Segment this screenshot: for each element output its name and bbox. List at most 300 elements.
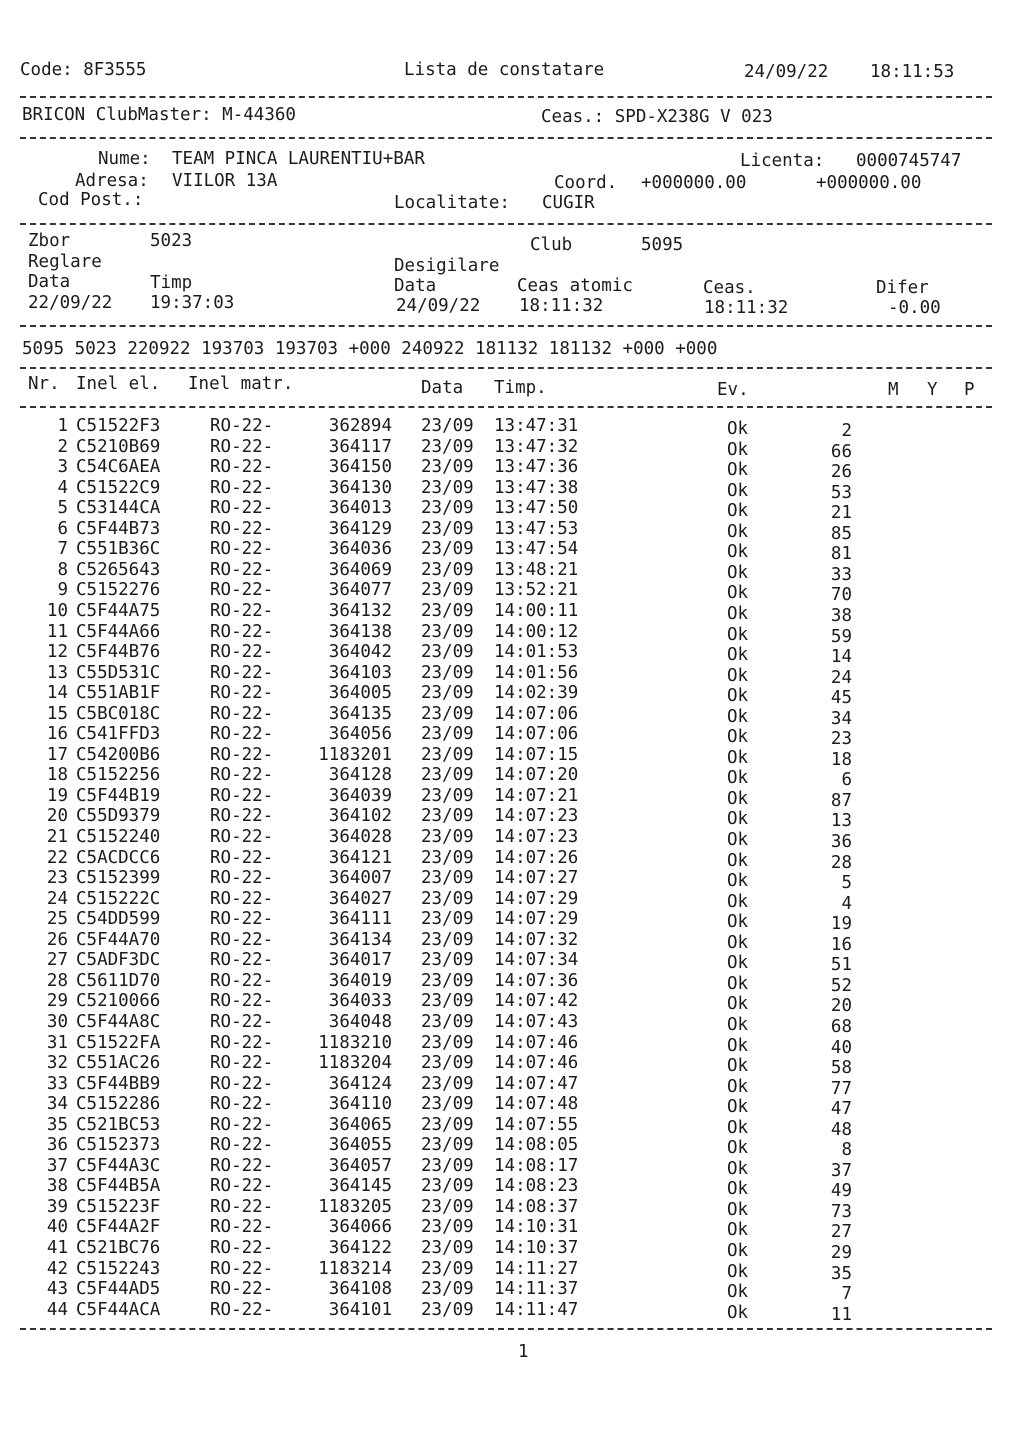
row-position: 19 — [830, 914, 852, 935]
ceas-value: 18:11:32 — [704, 298, 789, 318]
row-prefix: RO-22- — [210, 827, 274, 847]
row-data: 23/09 — [421, 847, 474, 868]
row-data: 23/09 — [421, 1258, 474, 1279]
row-inel-matr: 364128 — [328, 765, 392, 786]
row-prefix: RO-22- — [210, 806, 274, 827]
row-position: 37 — [830, 1160, 852, 1181]
row-inel-el: C521BC76 — [76, 1238, 161, 1258]
row-timp: 14:00:11 — [494, 600, 579, 621]
row-position: 14 — [830, 647, 852, 668]
row-inel-matr: 364121 — [328, 847, 392, 868]
row-ev: Ok — [727, 686, 749, 707]
document-code: Code: 8F3555 — [20, 60, 147, 80]
ceas-label: Ceas. — [703, 278, 756, 298]
row-nr: 21 — [46, 827, 68, 847]
row-inel-el: C5F44A75 — [76, 600, 161, 621]
club-label: Club — [530, 235, 573, 255]
row-nr: 4 — [57, 477, 68, 498]
row-ev: Ok — [727, 1241, 749, 1261]
row-inel-el: C5F44A66 — [76, 621, 161, 642]
row-ev: Ok — [727, 871, 749, 892]
row-prefix: RO-22- — [210, 477, 274, 498]
row-timp: 14:07:46 — [494, 1032, 579, 1053]
row-data: 23/09 — [421, 785, 474, 806]
row-timp: 14:07:29 — [494, 888, 579, 909]
row-inel-el: C5ADF3DC — [76, 950, 161, 971]
row-timp: 13:48:21 — [494, 559, 579, 580]
page-number: 1 — [518, 1342, 529, 1362]
row-position: 87 — [830, 790, 852, 811]
row-nr: 5 — [57, 498, 68, 519]
row-nr: 12 — [46, 642, 68, 663]
row-inel-el: C5BC018C — [76, 703, 161, 724]
row-prefix: RO-22- — [210, 1258, 274, 1279]
row-timp: 14:07:48 — [494, 1094, 579, 1115]
row-position: 18 — [830, 749, 852, 770]
row-prefix: RO-22- — [210, 724, 274, 745]
row-inel-matr: 364048 — [328, 1011, 392, 1032]
row-position: 45 — [830, 688, 852, 709]
row-timp: 14:07:42 — [494, 991, 579, 1012]
row-inel-el: C5611D70 — [76, 970, 161, 991]
row-timp: 14:01:53 — [494, 642, 579, 663]
row-position: 34 — [830, 708, 852, 729]
row-nr: 7 — [57, 539, 68, 560]
header-date: 24/09/22 — [744, 62, 829, 82]
row-data: 23/09 — [421, 498, 474, 519]
row-inel-el: C5F44B76 — [76, 642, 161, 663]
row-ev: Ok — [727, 830, 749, 850]
row-prefix: RO-22- — [210, 1135, 274, 1156]
row-inel-matr: 364036 — [328, 539, 392, 560]
row-inel-matr: 364017 — [328, 950, 392, 971]
row-timp: 13:47:54 — [494, 539, 579, 560]
table-row — [0, 1094, 1024, 1120]
difer-label: Difer — [876, 278, 929, 298]
row-ev: Ok — [727, 603, 749, 624]
row-nr: 43 — [46, 1279, 68, 1300]
row-inel-el: C5F44A8C — [76, 1011, 161, 1032]
row-ev: Ok — [727, 1076, 749, 1097]
row-timp: 13:47:31 — [494, 416, 579, 436]
row-data: 23/09 — [421, 744, 474, 765]
row-position: 33 — [830, 564, 852, 585]
row-inel-matr: 364111 — [328, 909, 392, 930]
row-position: 53 — [830, 482, 852, 503]
timp-label: Timp — [150, 273, 193, 293]
row-position: 47 — [830, 1099, 852, 1120]
row-inel-matr: 1183204 — [318, 1053, 392, 1074]
row-inel-matr: 364039 — [328, 785, 392, 806]
row-inel-matr: 364028 — [328, 827, 392, 847]
row-inel-matr: 364110 — [328, 1094, 392, 1115]
row-data: 23/09 — [421, 827, 474, 847]
row-data: 23/09 — [421, 683, 474, 704]
row-inel-matr: 364108 — [328, 1279, 392, 1300]
reglare-label: Reglare — [28, 252, 102, 272]
row-inel-el: C5152243 — [76, 1258, 161, 1279]
row-data: 23/09 — [421, 1176, 474, 1197]
table-row — [0, 1240, 1024, 1261]
row-position: 70 — [830, 585, 852, 606]
row-position: 36 — [830, 832, 852, 852]
row-timp: 14:07:06 — [494, 703, 579, 724]
row-inel-matr: 364055 — [328, 1135, 392, 1156]
row-ev: Ok — [727, 1014, 749, 1035]
row-timp: 14:07:23 — [494, 806, 579, 827]
row-inel-el: C551AC26 — [76, 1053, 161, 1074]
table-row — [0, 600, 1024, 626]
table-row — [0, 683, 1024, 709]
row-data: 23/09 — [421, 1279, 474, 1300]
row-timp: 14:11:27 — [494, 1258, 579, 1279]
row-position: 13 — [830, 811, 852, 832]
row-position: 52 — [830, 975, 852, 996]
row-ev: Ok — [727, 973, 749, 994]
row-ev: Ok — [727, 1138, 749, 1159]
row-prefix: RO-22- — [210, 1053, 274, 1074]
row-position: 24 — [830, 667, 852, 688]
table-row — [0, 1279, 1024, 1305]
row-inel-el: C5152256 — [76, 765, 161, 786]
row-timp: 14:11:47 — [494, 1299, 579, 1320]
row-prefix: RO-22- — [210, 909, 274, 930]
row-prefix: RO-22- — [210, 600, 274, 621]
row-nr: 6 — [57, 518, 68, 539]
row-timp: 14:07:34 — [494, 950, 579, 971]
row-ev: Ok — [727, 727, 749, 748]
divider — [20, 96, 992, 98]
row-prefix: RO-22- — [210, 1032, 274, 1053]
row-prefix: RO-22- — [210, 1299, 274, 1320]
row-ev: Ok — [727, 1282, 749, 1303]
row-position: 48 — [830, 1119, 852, 1140]
row-inel-el: C5152240 — [76, 827, 161, 847]
row-nr: 38 — [46, 1176, 68, 1197]
row-prefix: RO-22- — [210, 991, 274, 1012]
row-timp: 14:07:20 — [494, 765, 579, 786]
row-inel-el: C5F44A3C — [76, 1155, 161, 1176]
row-data: 23/09 — [421, 929, 474, 950]
row-nr: 8 — [57, 559, 68, 580]
row-ev: Ok — [727, 460, 749, 481]
row-position: 8 — [841, 1140, 852, 1161]
row-inel-matr: 364101 — [328, 1299, 392, 1320]
col-m: M — [888, 380, 899, 400]
row-inel-el: C51522FA — [76, 1032, 161, 1053]
row-prefix: RO-22- — [210, 498, 274, 519]
row-nr: 25 — [46, 909, 68, 930]
row-nr: 37 — [46, 1155, 68, 1176]
row-data: 23/09 — [421, 621, 474, 642]
row-data: 23/09 — [421, 1094, 474, 1115]
row-inel-matr: 364056 — [328, 724, 392, 745]
row-timp: 14:08:05 — [494, 1135, 579, 1156]
row-timp: 14:08:23 — [494, 1176, 579, 1197]
club-value: 5095 — [641, 235, 684, 255]
row-data: 23/09 — [421, 1032, 474, 1053]
row-position: 85 — [830, 523, 852, 544]
row-data: 23/09 — [421, 909, 474, 930]
row-nr: 28 — [46, 970, 68, 991]
table-row — [0, 1011, 1024, 1037]
row-prefix: RO-22- — [210, 436, 274, 457]
row-inel-matr: 364122 — [328, 1238, 392, 1258]
row-nr: 24 — [46, 888, 68, 909]
row-prefix: RO-22- — [210, 744, 274, 765]
row-position: 27 — [830, 1222, 852, 1243]
row-ev: Ok — [727, 1220, 749, 1241]
row-data: 23/09 — [421, 580, 474, 601]
row-ev: Ok — [727, 521, 749, 542]
row-inel-matr: 364007 — [328, 868, 392, 889]
row-inel-matr: 364117 — [328, 436, 392, 457]
owner-address: VIILOR 13A — [172, 171, 278, 191]
row-timp: 14:07:21 — [494, 785, 579, 806]
row-data: 23/09 — [421, 991, 474, 1012]
row-nr: 39 — [46, 1196, 68, 1217]
row-timp: 13:47:50 — [494, 498, 579, 519]
row-ev: Ok — [727, 501, 749, 522]
row-timp: 13:47:53 — [494, 518, 579, 539]
row-ev: Ok — [727, 1199, 749, 1220]
row-data: 23/09 — [421, 1196, 474, 1217]
row-data: 23/09 — [421, 1155, 474, 1176]
row-inel-matr: 1183201 — [318, 744, 392, 765]
col-p: P — [964, 380, 975, 400]
row-inel-matr: 364102 — [328, 806, 392, 827]
club-master: BRICON ClubMaster: M-44360 — [22, 105, 296, 125]
row-prefix: RO-22- — [210, 1238, 274, 1258]
row-data: 23/09 — [421, 1135, 474, 1156]
row-data: 23/09 — [421, 1238, 474, 1258]
table-row — [0, 457, 1024, 483]
col-inel-el: Inel el. — [76, 374, 161, 394]
row-ev: Ok — [727, 953, 749, 974]
row-position: 11 — [830, 1304, 852, 1325]
row-prefix: RO-22- — [210, 662, 274, 683]
col-y: Y — [927, 380, 938, 400]
row-ev: Ok — [727, 480, 749, 501]
row-inel-matr: 364103 — [328, 662, 392, 683]
row-timp: 13:52:21 — [494, 580, 579, 601]
row-timp: 14:10:37 — [494, 1238, 579, 1258]
owner-name: TEAM PINCA LAURENTIU+BAR — [172, 149, 425, 169]
row-ev: Ok — [727, 583, 749, 604]
row-ev: Ok — [727, 419, 749, 439]
row-data: 23/09 — [421, 1299, 474, 1320]
row-inel-el: C5F44BB9 — [76, 1073, 161, 1094]
row-ev: Ok — [727, 994, 749, 1015]
row-inel-matr: 364132 — [328, 600, 392, 621]
row-prefix: RO-22- — [210, 457, 274, 478]
row-inel-el: C5F44B73 — [76, 518, 161, 539]
row-position: 7 — [841, 1284, 852, 1305]
row-prefix: RO-22- — [210, 1279, 274, 1300]
row-timp: 13:47:36 — [494, 457, 579, 478]
row-position: 29 — [830, 1243, 852, 1263]
divider — [20, 223, 992, 225]
row-nr: 22 — [46, 847, 68, 868]
divider — [20, 367, 992, 369]
row-position: 4 — [841, 893, 852, 914]
row-position: 58 — [830, 1058, 852, 1079]
divider — [20, 325, 992, 327]
row-prefix: RO-22- — [210, 1011, 274, 1032]
row-timp: 14:00:12 — [494, 621, 579, 642]
data-label: Data — [28, 272, 71, 292]
desig-data: 24/09/22 — [396, 296, 481, 316]
row-inel-matr: 364013 — [328, 498, 392, 519]
row-data: 23/09 — [421, 868, 474, 889]
row-position: 66 — [830, 441, 852, 462]
row-nr: 26 — [46, 929, 68, 950]
row-nr: 3 — [57, 457, 68, 478]
row-prefix: RO-22- — [210, 1155, 274, 1176]
row-nr: 20 — [46, 806, 68, 827]
row-data: 23/09 — [421, 518, 474, 539]
row-ev: Ok — [727, 1035, 749, 1056]
reglare-timp: 19:37:03 — [150, 293, 235, 313]
row-prefix: RO-22- — [210, 642, 274, 663]
row-nr: 36 — [46, 1135, 68, 1156]
row-position: 40 — [830, 1037, 852, 1058]
row-data: 23/09 — [421, 662, 474, 683]
row-inel-el: C55D531C — [76, 662, 161, 683]
row-position: 23 — [830, 729, 852, 750]
row-timp: 14:11:37 — [494, 1279, 579, 1300]
row-data: 23/09 — [421, 970, 474, 991]
row-data: 23/09 — [421, 1217, 474, 1238]
row-timp: 14:07:06 — [494, 724, 579, 745]
row-ev: Ok — [727, 1302, 749, 1323]
row-ev: Ok — [727, 788, 749, 809]
row-ev: Ok — [727, 439, 749, 460]
row-inel-matr: 364138 — [328, 621, 392, 642]
row-prefix: RO-22- — [210, 1073, 274, 1094]
row-nr: 9 — [57, 580, 68, 601]
row-inel-el: C5265643 — [76, 559, 161, 580]
row-ev: Ok — [727, 1158, 749, 1179]
row-nr: 41 — [46, 1238, 68, 1258]
row-position: 81 — [830, 544, 852, 565]
zbor-label: Zbor — [28, 231, 71, 251]
row-data: 23/09 — [421, 600, 474, 621]
row-prefix: RO-22- — [210, 559, 274, 580]
row-prefix: RO-22- — [210, 518, 274, 539]
row-nr: 40 — [46, 1217, 68, 1238]
row-position: 68 — [830, 1016, 852, 1037]
row-ev: Ok — [727, 542, 749, 563]
row-prefix: RO-22- — [210, 785, 274, 806]
divider — [20, 137, 992, 139]
row-ev: Ok — [727, 932, 749, 953]
row-position: 5 — [841, 873, 852, 894]
row-inel-matr: 364066 — [328, 1217, 392, 1238]
licenta-label: Licenta: — [740, 151, 825, 171]
row-inel-el: C5F44AD5 — [76, 1279, 161, 1300]
row-nr: 44 — [46, 1299, 68, 1320]
row-data: 23/09 — [421, 1114, 474, 1135]
row-data: 23/09 — [421, 703, 474, 724]
row-ev: Ok — [727, 1261, 749, 1282]
row-inel-matr: 364129 — [328, 518, 392, 539]
summary-line: 5095 5023 220922 193703 193703 +000 240922 181132 181132 +000 +000 — [22, 339, 718, 359]
localitate-label: Localitate: — [394, 193, 510, 213]
row-prefix: RO-22- — [210, 416, 274, 436]
row-data: 23/09 — [421, 1053, 474, 1074]
row-inel-el: C5152399 — [76, 868, 161, 889]
row-timp: 14:07:36 — [494, 970, 579, 991]
row-nr: 33 — [46, 1073, 68, 1094]
row-position: 26 — [830, 462, 852, 483]
row-timp: 14:07:29 — [494, 909, 579, 930]
row-timp: 14:01:56 — [494, 662, 579, 683]
row-ev: Ok — [727, 850, 749, 871]
row-timp: 14:08:37 — [494, 1196, 579, 1217]
row-inel-matr: 364124 — [328, 1073, 392, 1094]
row-timp: 14:07:55 — [494, 1114, 579, 1135]
row-inel-el: C521BC53 — [76, 1114, 161, 1135]
coord-label: Coord. — [554, 173, 618, 193]
row-ev: Ok — [727, 645, 749, 666]
coord-1: +000000.00 — [641, 173, 747, 193]
row-timp: 14:07:26 — [494, 847, 579, 868]
row-data: 23/09 — [421, 416, 474, 436]
row-position: 38 — [830, 605, 852, 626]
row-inel-el: C515223F — [76, 1196, 161, 1217]
row-nr: 32 — [46, 1053, 68, 1074]
row-inel-el: C54200B6 — [76, 744, 161, 765]
row-data: 23/09 — [421, 539, 474, 560]
row-timp: 14:07:32 — [494, 929, 579, 950]
row-inel-el: C5F44A70 — [76, 929, 161, 950]
row-ev: Ok — [727, 1117, 749, 1138]
row-timp: 14:07:15 — [494, 744, 579, 765]
row-nr: 10 — [46, 600, 68, 621]
row-data: 23/09 — [421, 765, 474, 786]
row-inel-matr: 364145 — [328, 1176, 392, 1197]
row-prefix: RO-22- — [210, 950, 274, 971]
row-inel-el: C5210B69 — [76, 436, 161, 457]
row-position: 16 — [830, 934, 852, 955]
row-timp: 14:10:31 — [494, 1217, 579, 1238]
row-timp: 14:08:17 — [494, 1155, 579, 1176]
col-inel-matr: Inel matr. — [188, 374, 294, 394]
col-data: Data — [421, 378, 464, 398]
row-inel-el: C53144CA — [76, 498, 161, 519]
row-nr: 27 — [46, 950, 68, 971]
row-prefix: RO-22- — [210, 868, 274, 889]
row-ev: Ok — [727, 1056, 749, 1077]
row-nr: 23 — [46, 868, 68, 889]
row-timp: 14:07:27 — [494, 868, 579, 889]
row-inel-matr: 364130 — [328, 477, 392, 498]
difer-value: -0.00 — [888, 298, 941, 318]
table-row — [0, 1053, 1024, 1079]
row-inel-matr: 364005 — [328, 683, 392, 704]
row-data: 23/09 — [421, 724, 474, 745]
row-inel-el: C5152276 — [76, 580, 161, 601]
row-inel-el: C5F44ACA — [76, 1299, 161, 1320]
zbor-value: 5023 — [150, 231, 193, 251]
row-ev: Ok — [727, 747, 749, 768]
row-inel-el: C51522F3 — [76, 416, 161, 436]
row-ev: Ok — [727, 1097, 749, 1118]
divider — [20, 406, 992, 408]
row-nr: 34 — [46, 1094, 68, 1115]
licenta-value: 0000745747 — [856, 151, 962, 171]
